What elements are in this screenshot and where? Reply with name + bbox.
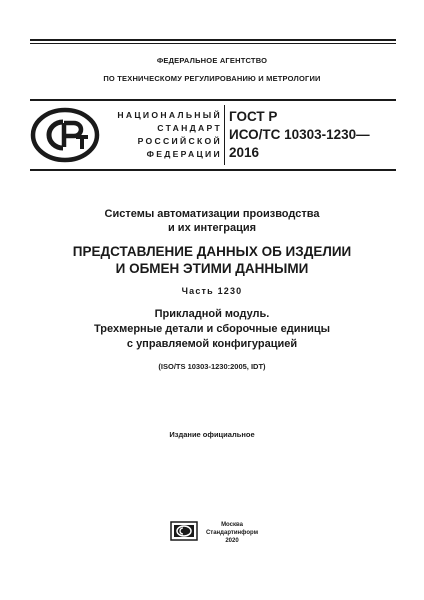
iso-reference: (ISO/TS 10303-1230:2005, IDT) bbox=[158, 362, 266, 371]
edition-note: Издание официальное bbox=[169, 430, 255, 439]
agency-line-2: ПО ТЕХНИЧЕСКОМУ РЕГУЛИРОВАНИЮ И МЕТРОЛОГИИ bbox=[103, 74, 321, 83]
publisher-name: Стандартинформ bbox=[205, 530, 259, 536]
top-rule-thin bbox=[30, 43, 396, 44]
module-title-line-2: Трехмерные детали и сборочные единицы bbox=[93, 323, 331, 335]
module-title-line-1: Прикладной модуль. bbox=[154, 308, 270, 320]
main-title-line-2: И ОБМЕН ЭТИМИ ДАННЫМИ bbox=[115, 261, 309, 276]
designation-line-1: ГОСТ Р bbox=[229, 109, 278, 124]
agency-line-1: ФЕДЕРАЛЬНОЕ АГЕНТСТВО bbox=[156, 56, 268, 65]
block-vertical-divider bbox=[224, 105, 225, 165]
designation-line-2: ИСО/ТС 10303-1230— bbox=[229, 127, 370, 142]
publisher-city: Москва bbox=[221, 522, 243, 528]
standard-label-line-4: ФЕДЕРАЦИИ bbox=[146, 149, 222, 159]
series-title-line-1: Системы автоматизации производства bbox=[104, 208, 320, 220]
designation-line-3: 2016 bbox=[229, 145, 260, 160]
block-rule-top bbox=[30, 99, 396, 101]
series-title-line-2: и их интеграция bbox=[167, 222, 257, 234]
module-title-line-3: с управляемой конфигурацией bbox=[126, 338, 298, 350]
standard-label-line-1: НАЦИОНАЛЬНЫЙ bbox=[117, 110, 222, 120]
block-rule-bottom bbox=[30, 169, 396, 171]
publisher-year: 2020 bbox=[225, 538, 239, 544]
part-number: Часть 1230 bbox=[181, 286, 243, 296]
standard-label-line-3: РОССИЙСКОЙ bbox=[137, 136, 222, 146]
top-rule-thick bbox=[30, 39, 396, 41]
gost-r-certification-mark-icon bbox=[30, 107, 100, 163]
standartinform-logo-icon bbox=[170, 521, 198, 541]
main-title-line-1: ПРЕДСТАВЛЕНИЕ ДАННЫХ ОБ ИЗДЕЛИИ bbox=[72, 244, 352, 259]
standard-label-line-2: СТАНДАРТ bbox=[157, 123, 222, 133]
